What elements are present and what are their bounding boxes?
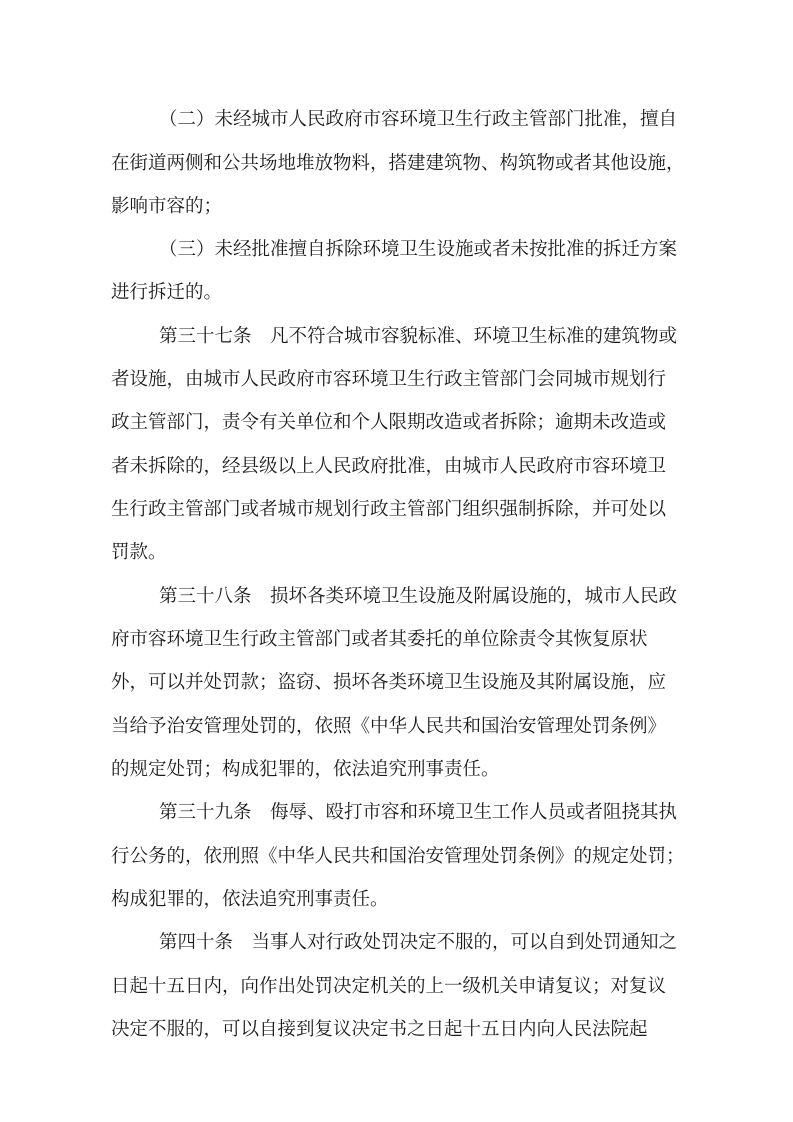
paragraph-line: 外，可以并处罚款；盗窃、损坏各类环境卫生设施及其附属设施，应 bbox=[111, 672, 667, 693]
paragraph-line: 生行政主管部门或者城市规划行政主管部门组织强制拆除，并可处以 bbox=[111, 499, 667, 520]
paragraph-line: 影响市容的； bbox=[111, 196, 223, 217]
paragraph-line: 日起十五日内，向作出处罚决定机关的上一级机关申请复议；对复议 bbox=[111, 976, 667, 997]
paragraph-line: 第三十七条 凡不符合城市容貌标准、环境卫生标准的建筑物或 bbox=[159, 326, 678, 347]
paragraph-line: 第三十八条 损坏各类环境卫生设施及附属设施的，城市人民政 bbox=[159, 586, 678, 607]
paragraph-line: （二）未经城市人民政府市容环境卫生行政主管部门批准，擅自 bbox=[159, 109, 678, 130]
paragraph-line: 者设施，由城市人民政府市容环境卫生行政主管部门会同城市规划行 bbox=[111, 369, 667, 390]
paragraph-line: 行公务的，依刑照《中华人民共和国治安管理处罚条例》的规定处罚； bbox=[111, 846, 685, 867]
paragraph-line: 罚款。 bbox=[111, 542, 167, 563]
paragraph-line: 进行拆迁的。 bbox=[111, 282, 223, 303]
paragraph-line: 决定不服的，可以自接到复议决定书之日起十五日内向人民法院起 bbox=[111, 1019, 648, 1040]
paragraph-line: （三）未经批准擅自拆除环境卫生设施或者未按批准的拆迁方案 bbox=[159, 239, 678, 260]
paragraph-line: 的规定处罚；构成犯罪的，依法追究刑事责任。 bbox=[111, 759, 500, 780]
paragraph-line: 者未拆除的，经县级以上人民政府批准，由城市人民政府市容环境卫 bbox=[111, 456, 667, 477]
paragraph-line: 当给予治安管理处罚的，依照《中华人民共和国治安管理处罚条例》 bbox=[111, 716, 667, 737]
paragraph-line: 府市容环境卫生行政主管部门或者其委托的单位除责令其恢复原状 bbox=[111, 629, 648, 650]
paragraph-line: 政主管部门，责令有关单位和个人限期改造或者拆除；逾期未改造或 bbox=[111, 412, 667, 433]
paragraph-line: 在街道两侧和公共场地堆放物料，搭建建筑物、构筑物或者其他设施， bbox=[111, 153, 685, 174]
paragraph-line: 构成犯罪的，依法追究刑事责任。 bbox=[111, 889, 389, 910]
paragraph-line: 第四十条 当事人对行政处罚决定不服的，可以自到处罚通知之 bbox=[159, 932, 678, 953]
paragraph-line: 第三十九条 侮辱、殴打市容和环境卫生工作人员或者阻挠其执 bbox=[159, 802, 678, 823]
